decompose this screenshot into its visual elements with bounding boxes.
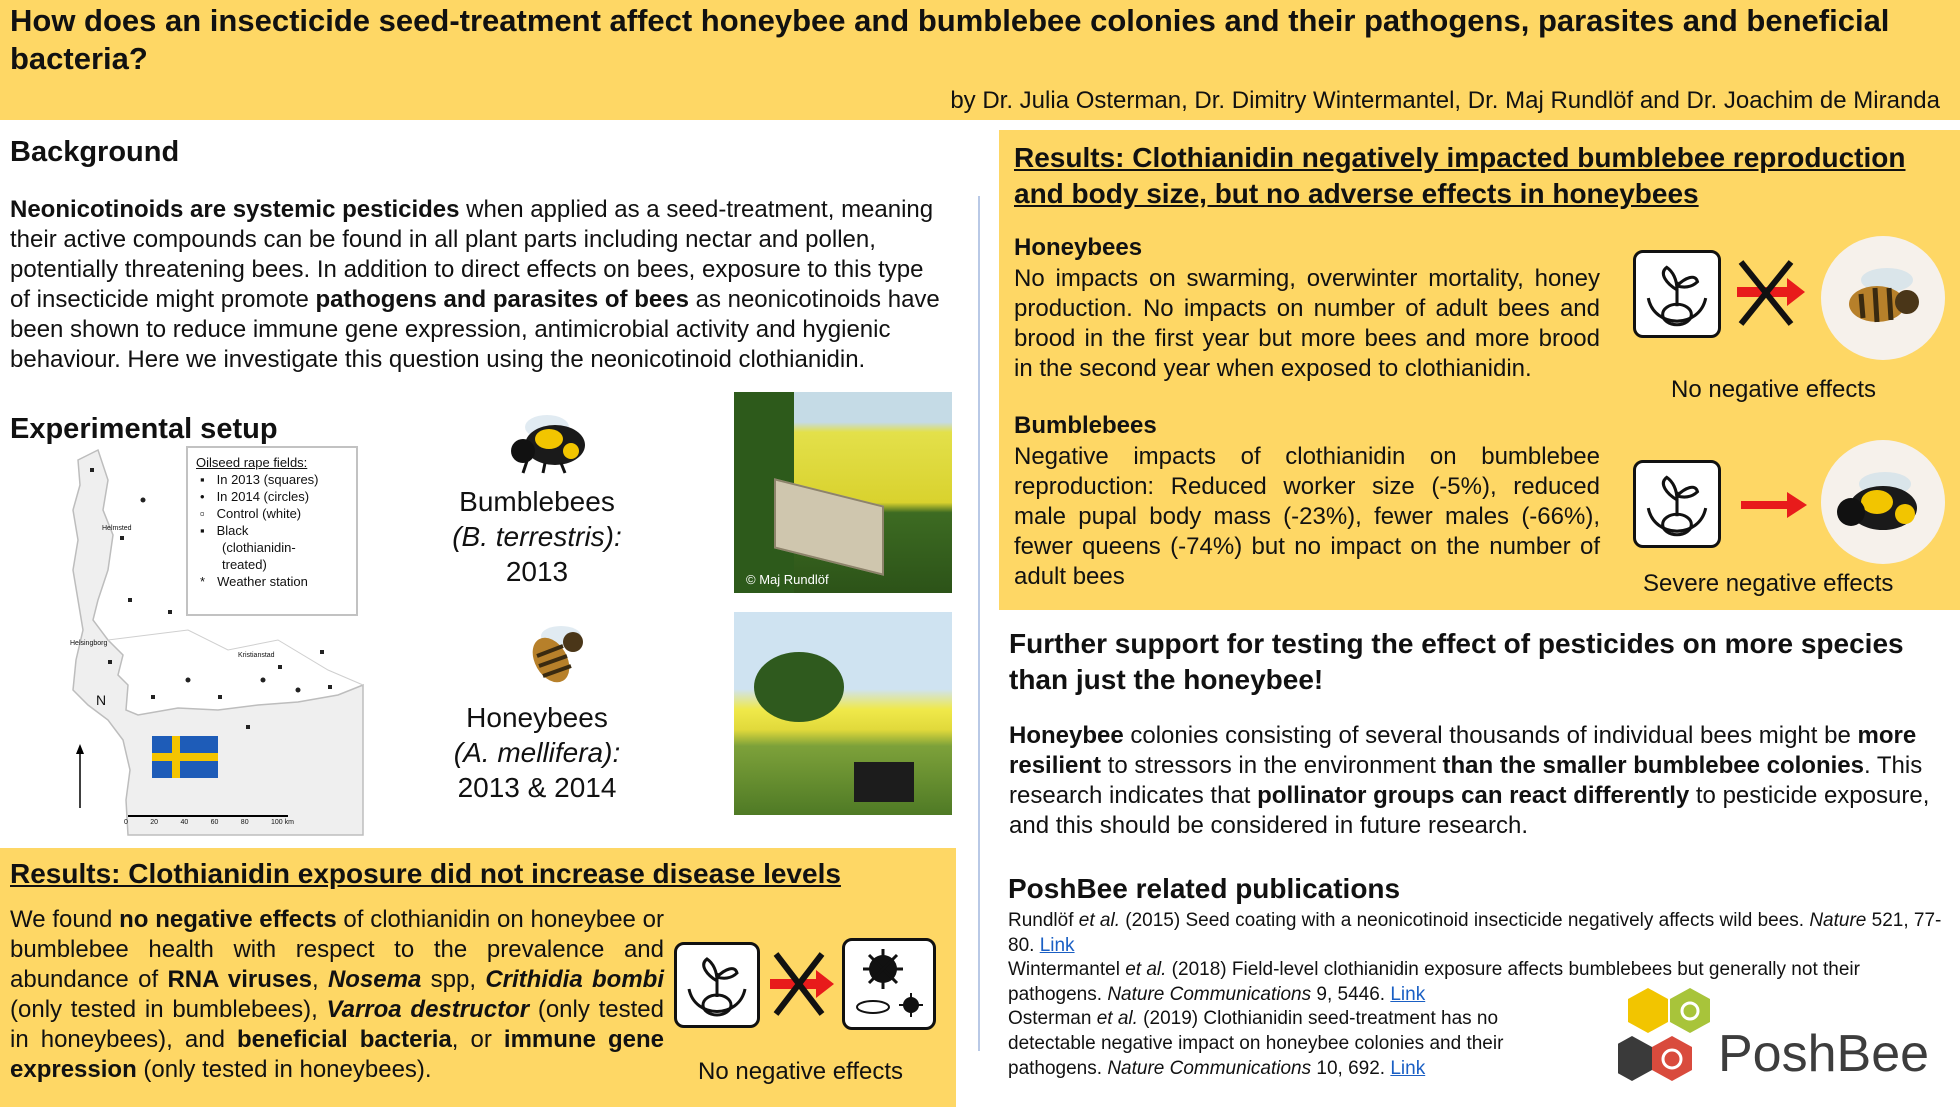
bumblebee-year: 2013 (505, 556, 569, 587)
bumblebees-subheading: Bumblebees (1014, 412, 1157, 439)
publications-heading: PoshBee related publications (1008, 873, 1401, 904)
background-text-1: when applied as a seed-treatment, meaning their active compounds can be found in all plant parts including nectar and pollen, potentially threatening bees. In addition to direct effects on bees, exposure to this type of insecticide might promote (10, 196, 934, 313)
honeybee-icon (515, 616, 595, 688)
hive-box (854, 762, 914, 802)
seedling-icon (674, 942, 760, 1028)
north-label: N (96, 692, 107, 708)
setup-heading: Experimental setup (10, 413, 278, 445)
poshbee-logo (1618, 986, 1958, 1096)
honeybee-icon (1821, 236, 1945, 360)
scale-label: 80 (240, 819, 249, 826)
background-bold-2: pathogens and parasites of bees (315, 286, 689, 313)
background-paragraph (10, 195, 950, 375)
background-bold-1: Neonicotinoids are systemic pesticides (10, 196, 460, 223)
bumblebee-species: (B. terrestris): (452, 521, 622, 552)
authors: by Dr. Julia Osterman, Dr. Dimitry Wintermantel, Dr. Maj Rundlöf and Dr. Joachim de Miranda (950, 87, 1940, 114)
bumblebee-photo (1821, 440, 1945, 564)
bumblebees-results-text: Negative impacts of clothianidin on bumblebee reproduction: Reduced worker size (-5%), reduced male pupal body mass (-23%), fewer males (-66%), fewer queens (-74%) but no impact on the number of adult bees (1014, 443, 1600, 590)
publication-link[interactable]: Link (1039, 935, 1075, 956)
honeybee-species: (A. mellifera): (453, 737, 621, 768)
heading-line: and body size, but no adverse effects in honeybees (1014, 178, 1699, 209)
poster-title: How does an insecticide seed-treatment affect honeybee and bumblebee colonies and their pathogens, parasites and beneficial bacteria? (10, 3, 1890, 76)
scale-label: 20 (150, 819, 159, 826)
town-label: Kristianstad (238, 652, 275, 659)
header-banner (0, 0, 1960, 120)
logo-text: PoshBee (1718, 1025, 1930, 1083)
honeybees-subheading: Honeybees (1014, 234, 1143, 261)
red-arrow-icon (1739, 480, 1809, 530)
scale-bar-labels (124, 819, 294, 826)
legend-item: (clothianidin- (222, 540, 296, 555)
town-label: Helmsted (102, 525, 132, 532)
legend-item: ▪ In 2013 (squares) (200, 472, 319, 487)
honeybee-year: 2013 & 2014 (457, 772, 617, 803)
field-photo-bumblebee-hive (734, 392, 952, 593)
legend-item: treated) (222, 557, 267, 572)
study-area-map (68, 440, 368, 840)
legend-item: ▫ Control (white) (200, 506, 302, 521)
photo-credit: © Maj Rundlöf (746, 572, 829, 587)
background-heading: Background (10, 136, 180, 168)
tree (754, 652, 844, 722)
bumblebee-icon (1821, 440, 1945, 564)
reproduction-results-panel (999, 130, 1960, 610)
disease-effect-caption: No negative effects (698, 1058, 904, 1085)
honeybee-label: Honeybees (466, 702, 608, 733)
disease-results-panel (0, 848, 956, 1107)
crossed-arrow-icon (1729, 252, 1809, 332)
publication-1: Rundlöf et al. (2015) Seed coating with a neonicotinoid insecticide negatively affects wild bees. Nature 521, 77-80. Link (1008, 910, 1942, 956)
field-photo-honeybee-hives (734, 612, 952, 815)
legend-item: ▪ Black (200, 523, 249, 538)
bumblebee-icon (505, 405, 600, 475)
seedling-icon (1633, 460, 1721, 548)
honeybees-results-text: No impacts on swarming, overwinter mortality, honey production. No impacts on number of adult bees and brood in the first year but more bees and more brood in the second year when exposed to clothianidin. (1014, 265, 1600, 382)
honeybee-effect-caption: No negative effects (1671, 376, 1877, 403)
honeybee-caption (442, 700, 632, 805)
disease-results-heading: Results: Clothianidin exposure did not increase disease levels (10, 858, 841, 889)
seedling-icon (1633, 250, 1721, 338)
heading-line: Results: Clothianidin negatively impacted bumblebee reproduction (1014, 142, 1906, 173)
disease-results-text: We found no negative effects of clothianidin on honeybee or bumblebee health with respect to the prevalence and abundance of RNA viruses, Nosema spp, Crithidia bombi (only tested in bumblebees), Varroa destructor (only tested in honeybees), and beneficial bacteria, or immune gene expression (only tested in honeybees). (10, 906, 665, 1083)
publication-link[interactable]: Link (1390, 984, 1426, 1005)
honeybee-image (515, 616, 595, 688)
crossed-arrow-icon (766, 944, 836, 1024)
pathogen-icon (842, 938, 936, 1030)
scale-label: 60 (210, 819, 219, 826)
legend-item: • In 2014 (circles) (200, 489, 310, 504)
column-divider (978, 196, 980, 1051)
town-label: Helsingborg (70, 640, 108, 647)
scale-label: 100 km (270, 819, 294, 826)
scale-label: 0 (124, 819, 128, 826)
legend-title: Oilseed rape fields: (196, 455, 308, 470)
legend-item: * Weather station (200, 574, 308, 589)
bumblebee-label: Bumblebees (459, 486, 615, 517)
publication-3: Osterman et al. (2019) Clothianidin seed-treatment has no detectable negative impact on honeybee colonies and their pathogens. Nature Communications 10, 692. Link (1008, 1008, 1504, 1079)
background-text-2: as neonicotinoids have been shown to reduce immune gene expression, antimicrobial activity and hygienic behaviour. Here we investigate this question using the neonicotinoid clothianidin. (10, 286, 940, 373)
support-heading: Further support for testing the effect of pesticides on more species than just the honeybee! (1009, 628, 1904, 695)
hexagon-logo-icon (1618, 986, 1728, 1096)
honeybee-photo (1821, 236, 1945, 360)
support-paragraph: Honeybee colonies consisting of several thousands of individual bees might be more resilient to stressors in the environment than the smaller bumblebee colonies. This research indicates that pollinator groups can react differently to pesticide exposure, and this should be considered in future research. (1009, 722, 1930, 839)
bumblebee-effect-caption: Severe negative effects (1643, 570, 1894, 597)
reproduction-results-heading (1014, 140, 1905, 212)
scale-label: 40 (180, 819, 189, 826)
publication-2: Wintermantel et al. (2018) Field-level clothianidin exposure affects bumblebees but generally not their pathogens. Nature Communications 9, 5446. Link (1008, 959, 1860, 1005)
bumblebee-caption (452, 484, 622, 589)
publication-link[interactable]: Link (1390, 1058, 1426, 1079)
map-legend (186, 446, 358, 616)
bumblebee-image (505, 405, 600, 475)
